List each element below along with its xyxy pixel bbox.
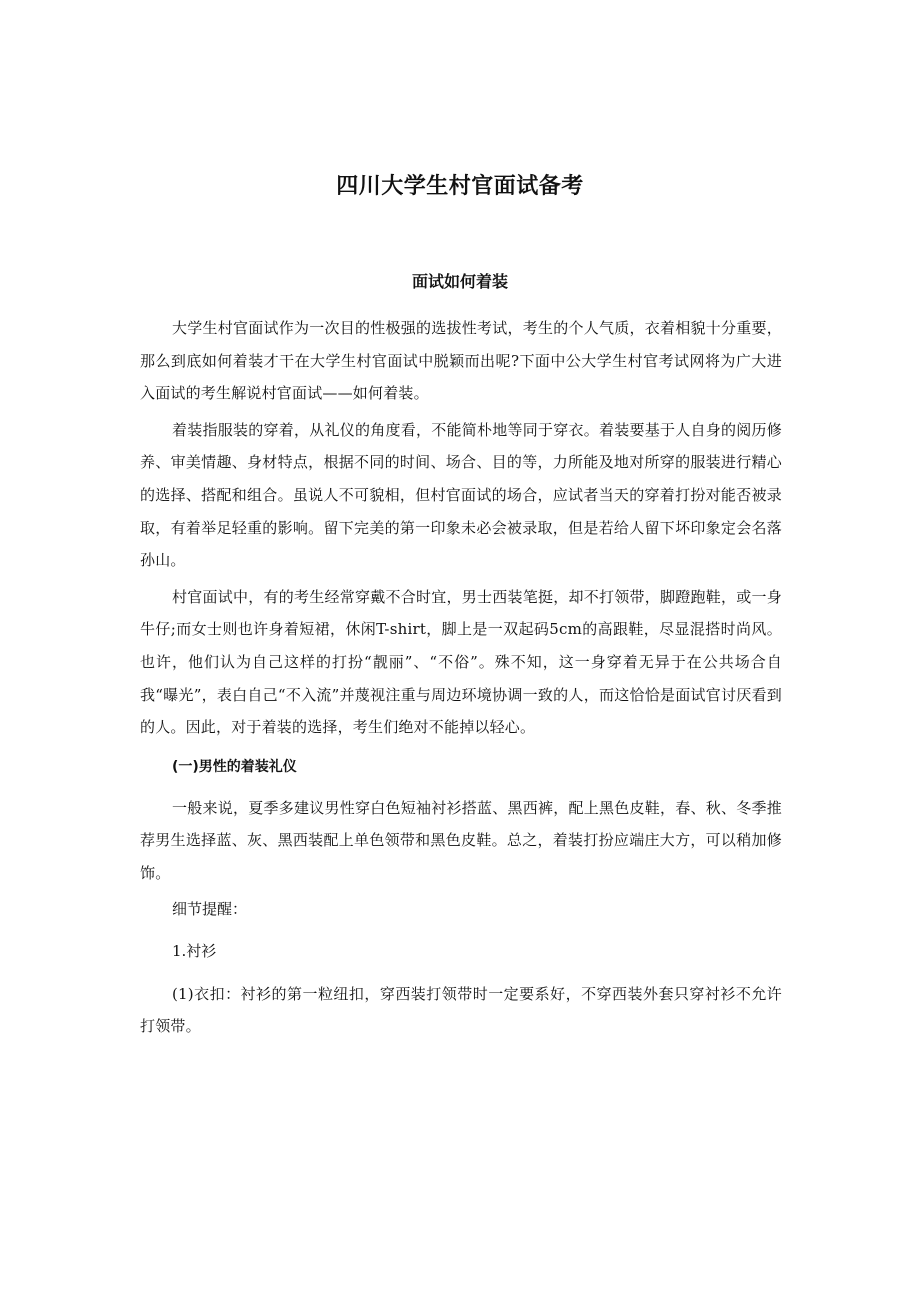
item-shirt-label: 1.衬衫 — [172, 941, 217, 960]
paragraph-male-attire: 一般来说，夏季多建议男性穿白色短袖衬衫搭蓝、黑西裤，配上黑色皮鞋，春、秋、冬季推荐男生选择蓝、灰、黑西装配上单色领带和黑色皮鞋。总之，着装打扮应端庄大方，可以稍加修饰。 — [140, 798, 782, 882]
paragraph-intro: 大学生村官面试作为一次目的性极强的选拔性考试，考生的个人气质，衣着相貌十分重要，那么到底如何着装才干在大学生村官面试中脱颖而出呢?下面中公大学生村官考试网将为广大进入面试的考生解说村官面试——如何着装。 — [140, 319, 782, 403]
paragraph-attire-definition: 着装指服装的穿着，从礼仪的角度看，不能简朴地等同于穿衣。着装要基于人自身的阅历修养、审美情趣、身材特点，根据不同的时间、场合、目的等，力所能及地对所穿的服装进行精心的选择、搭配和组合。虽说人不可貌相，但村官面试的场合，应试者当天的穿着打扮对能否被录取，有着举足轻重的影响。留下完美的第一印象未必会被录取，但是若给人留下坏印象定会名落孙山。 — [140, 420, 782, 570]
section-heading-male-attire: (一)男性的着装礼仪 — [172, 758, 297, 775]
paragraph-shirt-buttons: (1)衣扣：衬衫的第一粒纽扣，穿西装打领带时一定要系好，不穿西装外套只穿衬衫不允许打领带。 — [140, 984, 782, 1036]
page-title: 四川大学生村官面试备考 — [336, 174, 584, 199]
document-body — [140, 312, 782, 1047]
paragraph-common-mistakes: 村官面试中，有的考生经常穿戴不合时宜，男士西装笔挺，却不打领带，脚蹬跑鞋，或一身牛仔;而女士则也许身着短裙，休闲T-shirt，脚上是一双起码5cm的高跟鞋，尽显混搭时尚风。也许，他们认为自己这样的打扮“靓丽”、“不俗”。殊不知，这一身穿着无异于在公共场合自我“曝光”，表白自己“不入流”并蔑视注重与周边环境协调一致的人，而这恰恰是面试官讨厌看到的人。因此，对于着装的选择，考生们绝对不能掉以轻心。 — [140, 587, 782, 737]
section-subtitle: 面试如何着装 — [411, 272, 508, 291]
detail-reminder-label: 细节提醒： — [172, 899, 248, 918]
